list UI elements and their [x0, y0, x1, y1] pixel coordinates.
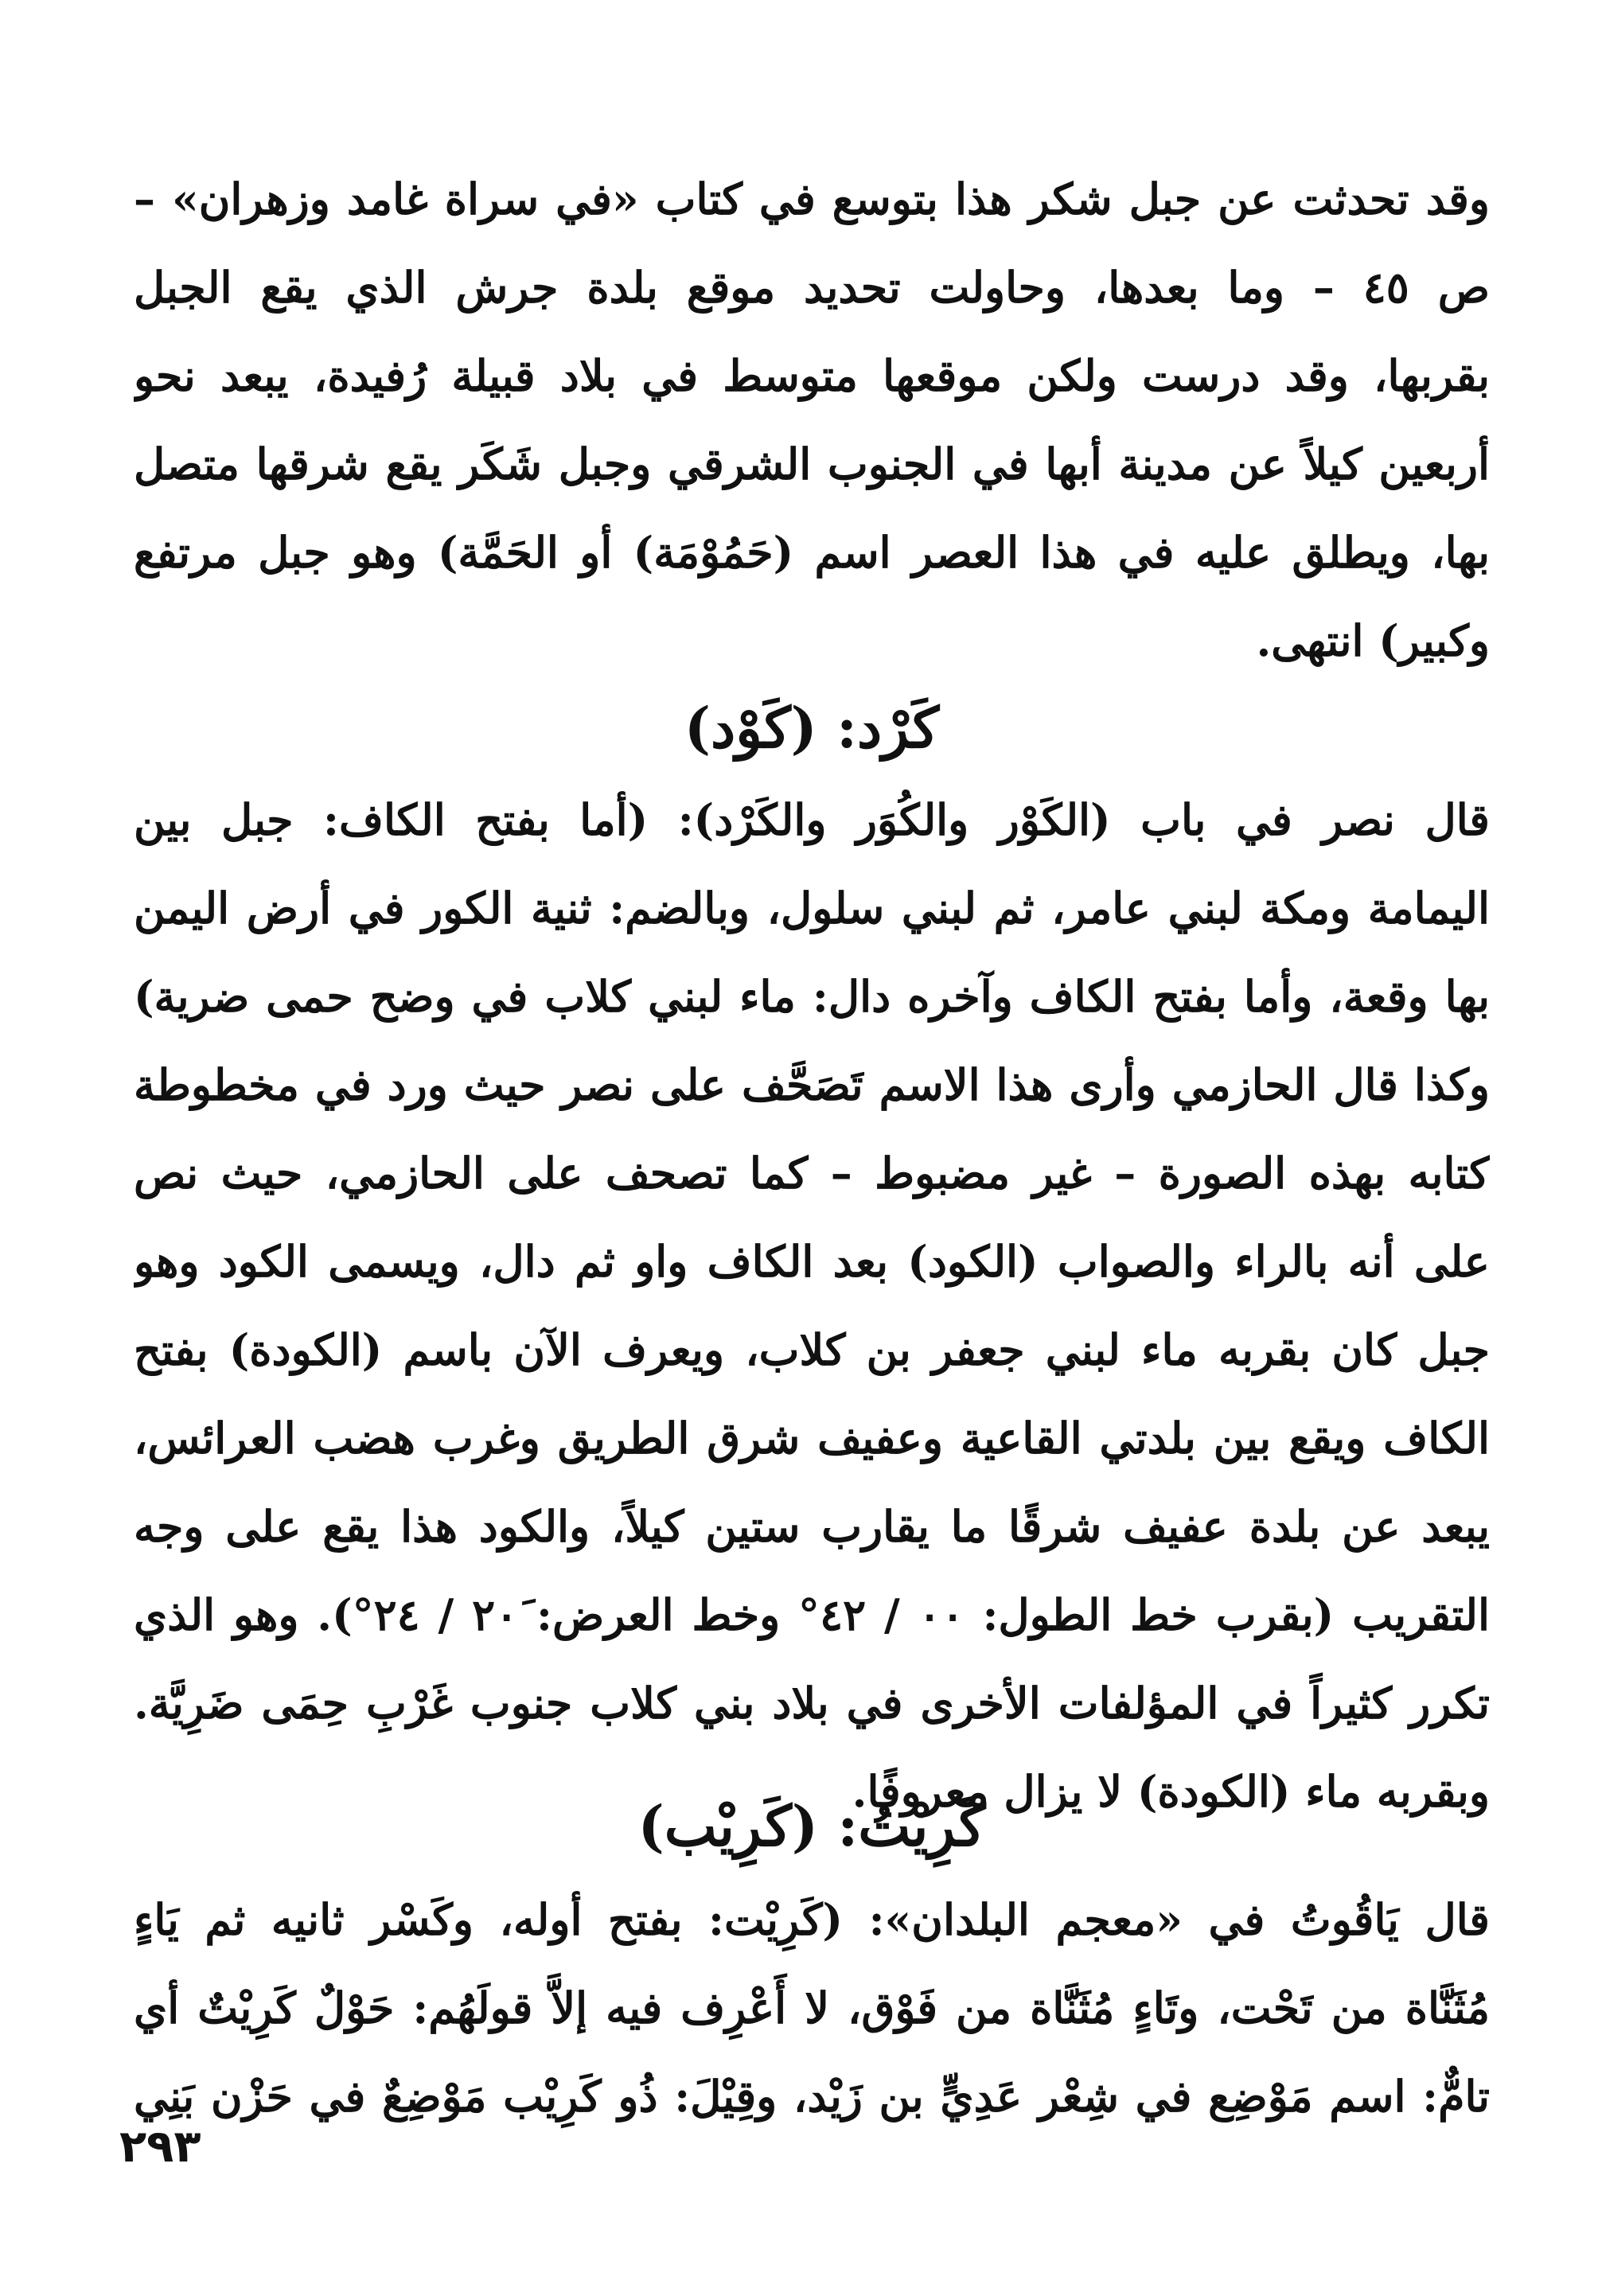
- text-line: ص ٤٥ – وما بعدها، وحاولت تحديد موقع بلدة جرش الذي يقع الجبل: [134, 262, 1490, 313]
- text-line: كتابه بهذه الصورة – غير مضبوط – كما تصحف على الحازمي، حيث نص: [134, 1148, 1490, 1199]
- text-line: وكذا قال الحازمي وأرى هذا الاسم تَصَحَّف على نصر حيث ورد في مخطوطة: [134, 1059, 1490, 1110]
- text-line: وقد تحدثت عن جبل شكر هذا بتوسع في كتاب «في سراة غامد وزهران» –: [134, 173, 1490, 224]
- text-line: الكاف ويقع بين بلدتي القاعية وعفيف شرق الطريق وغرب هضب العرائس،: [134, 1413, 1490, 1464]
- page-number: ٢٩٣: [119, 2121, 201, 2173]
- text-line: قال يَاقُوتُ في «معجم البلدان»: (كَرِيْت: بفتح أوله، وكَسْر ثانيه ثم يَاءٍ: [134, 1894, 1490, 1945]
- text-line: التقريب (بقرب خط الطول: ٠٠ / ٤٢° وخط العرض: ٢٠َ / ٢٤°). وهو الذي: [134, 1589, 1490, 1640]
- text-line: جبل كان بقربه ماء لبني جعفر بن كلاب، ويعرف الآن باسم (الكودة) بفتح: [134, 1324, 1490, 1375]
- paragraph-shukr: [134, 155, 1490, 685]
- text-line: قال نصر في باب (الكَوْر والكُوَر والكَرْد): (أما بفتح الكاف: جبل بين: [134, 794, 1490, 845]
- text-line: اليمامة ومكة لبني عامر، ثم لبني سلول، وبالضم: ثنية الكور في أرض اليمن: [134, 883, 1490, 934]
- text-line: مُثَنَّاة من تَحْت، وتَاءٍ مُثَنَّاة من فَوْق، لا أَعْرِف فيه إلاَّ قولَهُم: حَوْلٌ كَرِيْتٌ أي: [134, 1982, 1490, 2033]
- text-line: وكبير) انتهى.: [1256, 615, 1490, 666]
- text-line: على أنه بالراء والصواب (الكود) بعد الكاف واو ثم دال، ويسمى الكود وهو: [134, 1236, 1490, 1287]
- text-line: تكرر كثيراً في المؤلفات الأخرى في بلاد بني كلاب جنوب غَرْبِ حِمَى ضَرِيَّة.: [134, 1678, 1490, 1729]
- text-line: يبعد عن بلدة عفيف شرقًا ما يقارب ستين كيلاً، والكود هذا يقع على وجه: [134, 1501, 1490, 1552]
- text-line: تامٌّ: اسم مَوْضِع في شِعْر عَدِيٍّ بن زَيْد، وقِيْلَ: ذُو كَرِيْب مَوْضِعٌ في حَزْن بَنِي: [134, 2071, 1490, 2122]
- heading-kard: كَرْد: (كَوْد): [684, 695, 940, 761]
- paragraph-kard: [134, 776, 1490, 1836]
- text-line: بها وقعة، وأما بفتح الكاف وآخره دال: ماء لبني كلاب في وضح حمى ضرية): [134, 971, 1490, 1022]
- text-line: بقربها، وقد درست ولكن موقعها متوسط في بلاد قبيلة رُفيدة، يبعد نحو: [134, 350, 1490, 401]
- heading-karit: كَرِيْتُ: (كَرِيْب): [637, 1793, 986, 1859]
- text-line: وبقربه ماء (الكودة) لا يزال معروفًا.: [852, 1766, 1490, 1817]
- paragraph-karit: [134, 1876, 1490, 2141]
- text-line: بها، ويطلق عليه في هذا العصر اسم (حَمُوْمَة) أو الحَمَّة) وهو جبل مرتفع: [134, 527, 1490, 578]
- text-line: أربعين كيلاً عن مدينة أبها في الجنوب الشرقي وجبل شَكَر يقع شرقها متصل: [134, 439, 1490, 489]
